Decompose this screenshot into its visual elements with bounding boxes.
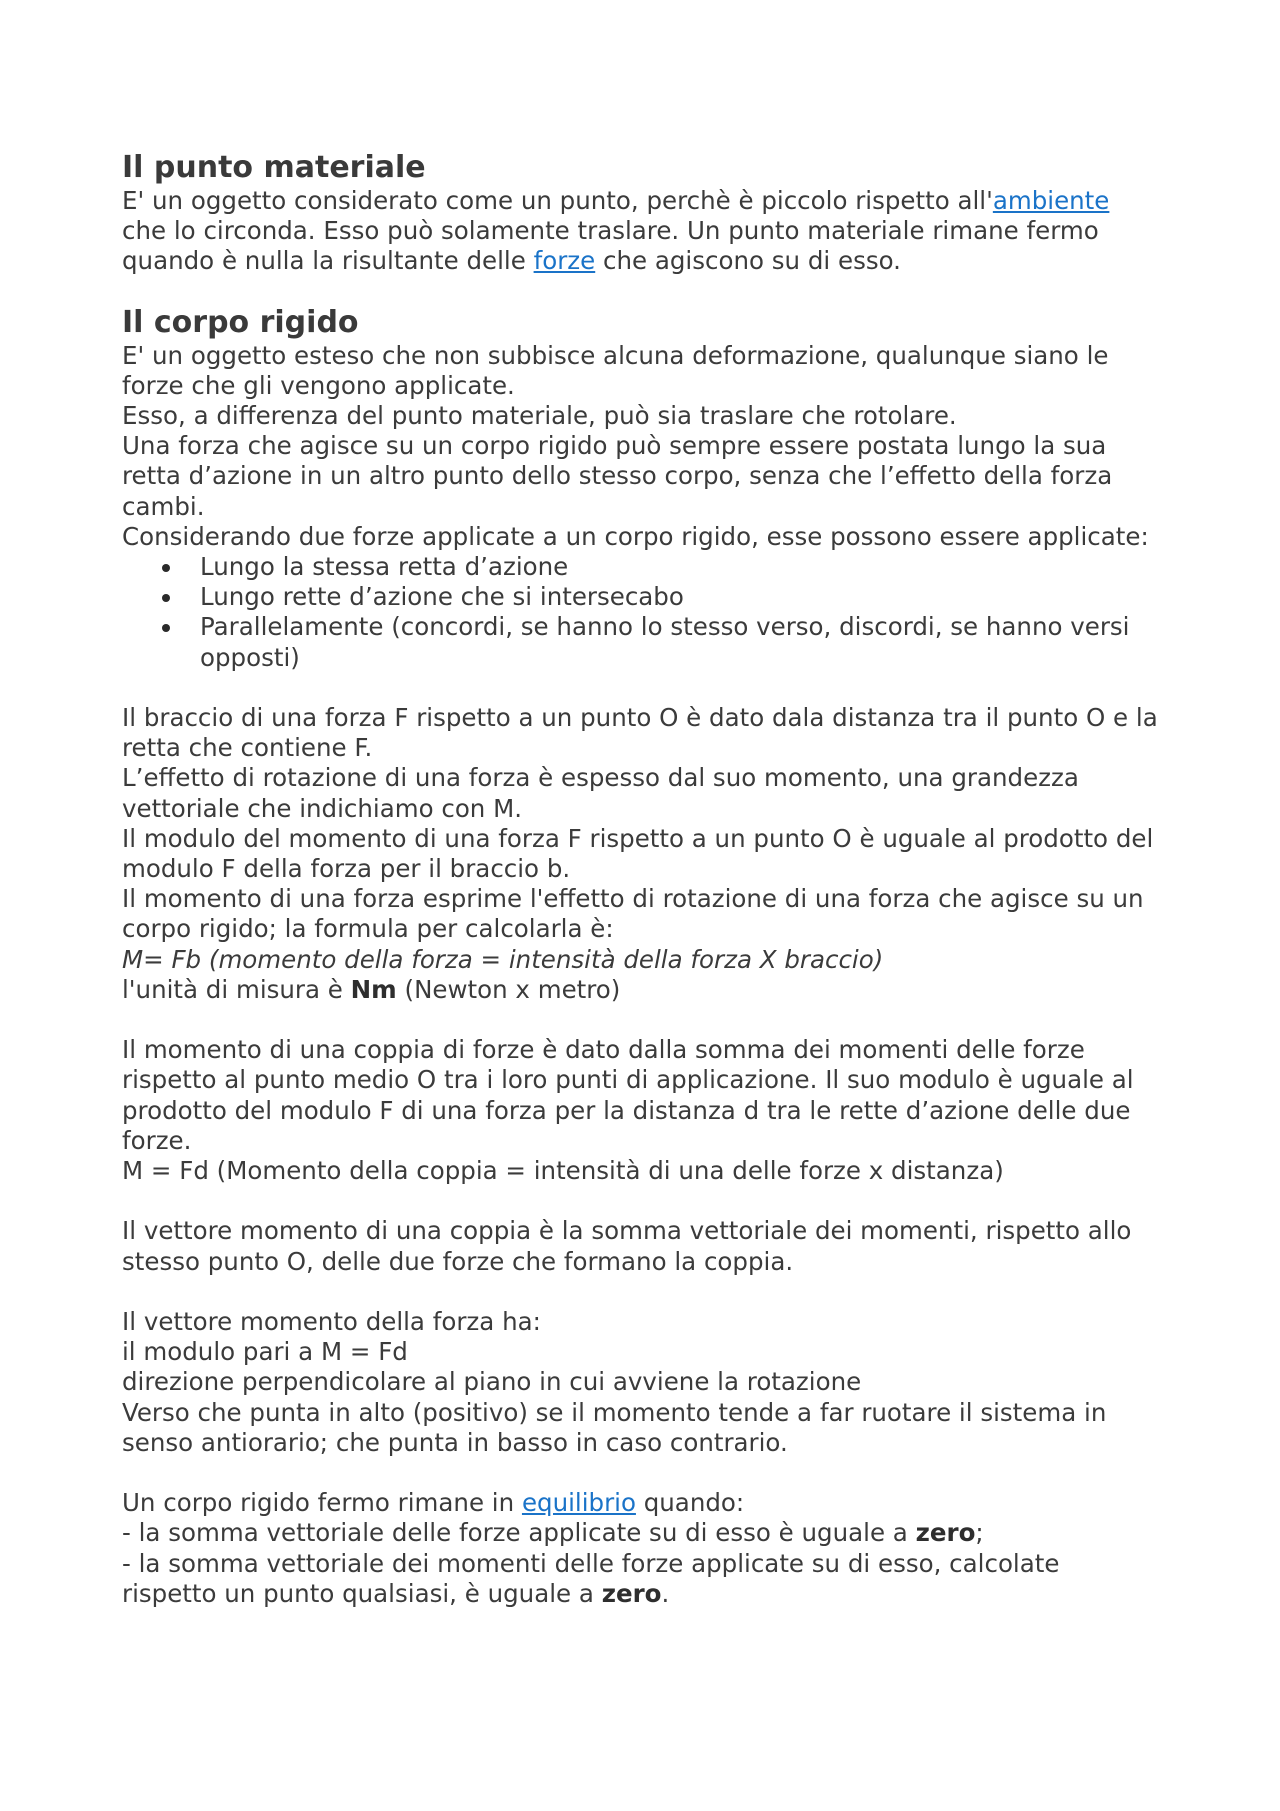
- bullet-icon: [162, 564, 170, 572]
- list-item: Lungo rette d’azione che si intersecabo: [122, 582, 1158, 612]
- paragraph-vettore-forza-2: il modulo pari a M = Fd: [122, 1337, 408, 1367]
- unita-misura: l'unità di misura è Nm (Newton x metro): [122, 974, 621, 1004]
- paragraph-corpo-rigido-1: E' un oggetto esteso che non subbisce alcuna deformazione, qualunque siano le forze che gli vengono applicate.: [122, 340, 1109, 400]
- paragraph-corpo-rigido-3: Una forza che agisce su un corpo rigido può sempre essere postata lungo la sua retta d’azione in un altro punto dello stesso corpo, senza che l’effetto della forza cambi.: [122, 431, 1113, 521]
- formula-coppia: M = Fd (Momento della coppia = intensità di una delle forze x distanza): [122, 1156, 1004, 1186]
- paragraph-punto-materiale: E' un oggetto considerato come un punto, perchè è piccolo rispetto all'ambiente che lo circonda. Esso può solamente traslare. Un punto materiale rimane fermo quando è nulla la risultante delle forze che agiscono su di esso.: [122, 186, 1110, 276]
- paragraph-equilibrio-3: - la somma vettoriale dei momenti delle forze applicate su di esso, calcolate rispetto un punto qualsiasi, è uguale a zero.: [122, 1548, 1060, 1608]
- bullet-list: [122, 552, 1158, 673]
- link-equilibrio[interactable]: equilibrio: [521, 1488, 636, 1518]
- paragraph-corpo-rigido-2: Esso, a differenza del punto materiale, può sia traslare che rotolare.: [122, 401, 957, 431]
- list-item: Parallelamente (concordi, se hanno lo stesso verso, discordi, se hanno versi opposti): [122, 612, 1158, 672]
- paragraph-equilibrio-2: - la somma vettoriale delle forze applicate su di esso è uguale a zero;: [122, 1518, 984, 1548]
- paragraph-vettore-forza-4: Verso che punta in alto (positivo) se il momento tende a far ruotare il sistema in senso antiorario; che punta in basso in caso contrario.: [122, 1397, 1107, 1457]
- paragraph-equilibrio-1: Un corpo rigido fermo rimane in equilibrio quando:: [122, 1488, 745, 1518]
- heading-corpo-rigido: Il corpo rigido: [122, 304, 359, 340]
- formula-momento: M= Fb (momento della forza = intensità della forza X braccio): [122, 944, 884, 974]
- bullet-icon: [162, 624, 170, 632]
- paragraph-braccio-3: Il modulo del momento di una forza F rispetto a un punto O è uguale al prodotto del modulo F della forza per il braccio b.: [122, 823, 1154, 884]
- paragraph-corpo-rigido-4: Considerando due forze applicate a un corpo rigido, esse possono essere applicate:: [122, 521, 1149, 551]
- paragraph-vettore-forza-3: direzione perpendicolare al piano in cui avviene la rotazione: [122, 1367, 862, 1397]
- link-ambiente[interactable]: ambiente: [992, 186, 1110, 215]
- link-forze[interactable]: forze: [533, 246, 596, 276]
- list-item: Lungo la stessa retta d’azione: [122, 552, 1158, 582]
- bullet-icon: [162, 594, 170, 602]
- paragraph-coppia-1: Il momento di una coppia di forze è dato dalla somma dei momenti delle forze rispetto al punto medio O tra i loro punti di applicazione. Il suo modulo è uguale al prodotto del modulo F di una forza per la distanza d tra le rette d’azione delle due forze.: [122, 1035, 1134, 1155]
- paragraph-braccio-1: Il braccio di una forza F rispetto a un punto O è dato dala distanza tra il punto O e la retta che contiene F.: [122, 703, 1158, 763]
- paragraph-braccio-2: L’effetto di rotazione di una forza è espesso dal suo momento, una grandezza vettoriale che indichiamo con M.: [122, 763, 1079, 823]
- paragraph-vettore-coppia: Il vettore momento di una coppia è la somma vettoriale dei momenti, rispetto allo stesso punto O, delle due forze che formano la coppia.: [122, 1216, 1132, 1276]
- paragraph-braccio-4: Il momento di una forza esprime l'effetto di rotazione di una forza che agisce su un corpo rigido; la formula per calcolarla è:: [122, 884, 1144, 944]
- heading-punto-materiale: Il punto materiale: [122, 150, 426, 185]
- paragraph-vettore-forza-1: Il vettore momento della forza ha:: [122, 1307, 541, 1337]
